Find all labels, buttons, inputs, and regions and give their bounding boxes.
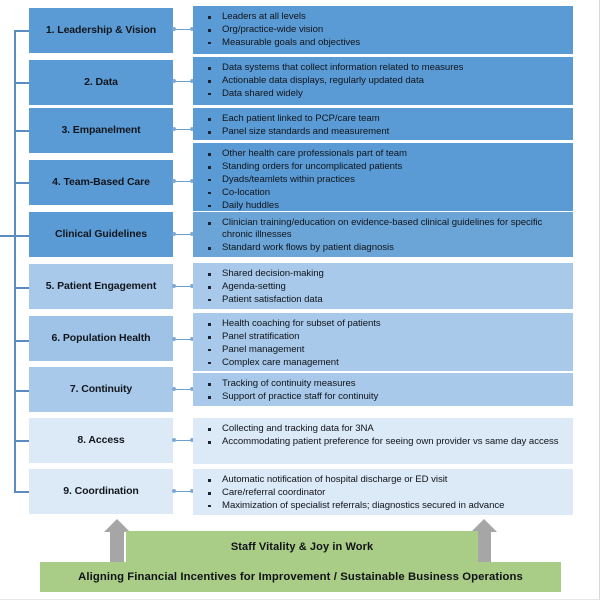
label-text: 5. Patient Engagement xyxy=(45,280,157,293)
bullet-item: Co-location xyxy=(201,187,567,199)
bullet-item: Maximization of specialist referrals; diagnostics secured in advance xyxy=(201,500,567,512)
bullet-box-clinical-guidelines[interactable] xyxy=(193,212,573,257)
connector-dot-left xyxy=(172,284,176,288)
bullet-box-continuity[interactable] xyxy=(193,373,573,406)
label-text: Clinical Guidelines xyxy=(54,228,148,241)
label-box-access[interactable] xyxy=(29,418,173,463)
tree-branch-10 xyxy=(14,491,29,493)
bullet-list xyxy=(201,62,567,100)
label-box-team-based-care[interactable] xyxy=(29,160,173,205)
bullet-item: Panel stratification xyxy=(201,331,567,343)
staff-vitality-label: Staff Vitality & Joy in Work xyxy=(230,540,374,553)
bullet-list xyxy=(201,318,567,369)
bullet-item: Complex care management xyxy=(201,357,567,369)
bullet-item: Dyads/teamlets within practices xyxy=(201,174,567,186)
bullet-item: Collecting and tracking data for 3NA xyxy=(201,423,567,435)
tree-branch-3 xyxy=(14,130,29,132)
bullet-box-access[interactable] xyxy=(193,418,573,464)
bullet-item: Accommodating patient preference for seeing own provider vs same day access xyxy=(201,436,567,448)
tree-branch-5 xyxy=(14,235,29,237)
tree-branch-2 xyxy=(14,82,29,84)
bullet-box-team-based-care[interactable] xyxy=(193,143,573,211)
connector-dot-left xyxy=(172,27,176,31)
bullet-item: Patient satisfaction data xyxy=(201,294,567,306)
label-text: 6. Population Health xyxy=(51,332,151,345)
bullet-list xyxy=(201,268,567,306)
label-box-population-health[interactable] xyxy=(29,316,173,361)
tree-branch-9 xyxy=(14,440,29,442)
label-box-continuity[interactable] xyxy=(29,367,173,412)
financial-incentives-label: Aligning Financial Incentives for Improvement / Sustainable Business Operations xyxy=(78,571,523,583)
bullet-item: Tracking of continuity measures xyxy=(201,378,567,390)
bullet-item: Care/referral coordinator xyxy=(201,487,567,499)
connector-dot-left xyxy=(172,79,176,83)
tree-branch-7 xyxy=(14,340,29,342)
staff-vitality-bar[interactable] xyxy=(126,531,478,562)
bullet-list xyxy=(201,474,567,512)
bullet-item: Measurable goals and objectives xyxy=(201,37,567,49)
bullet-list xyxy=(201,11,567,49)
bullet-box-empanelment[interactable] xyxy=(193,108,573,140)
label-box-clinical-guidelines[interactable] xyxy=(29,212,173,257)
bullet-item: Each patient linked to PCP/care team xyxy=(201,113,567,125)
connector-dot-left xyxy=(172,232,176,236)
tree-branch-1 xyxy=(14,30,29,32)
bullet-item: Panel management xyxy=(201,344,567,356)
bullet-box-coordination[interactable] xyxy=(193,469,573,515)
bullet-item: Health coaching for subset of patients xyxy=(201,318,567,330)
label-text: 1. Leadership & Vision xyxy=(45,24,157,37)
bullet-item: Panel size standards and measurement xyxy=(201,126,567,138)
label-text: 8. Access xyxy=(77,434,125,447)
label-box-patient-engagement[interactable] xyxy=(29,264,173,309)
bullet-item: Shared decision-making xyxy=(201,268,567,280)
bullet-item: Leaders at all levels xyxy=(201,11,567,23)
bullet-list xyxy=(201,217,567,255)
tree-branch-8 xyxy=(14,390,29,392)
label-text: 3. Empanelment xyxy=(61,124,141,137)
bullet-item: Agenda-setting xyxy=(201,281,567,293)
bullet-item: Data shared widely xyxy=(201,88,567,100)
bullet-item: Standard work flows by patient diagnosis xyxy=(201,242,567,254)
tree-branch-6 xyxy=(14,287,29,289)
bullet-item: Org/practice-wide vision xyxy=(201,24,567,36)
label-text: 2. Data xyxy=(84,76,118,89)
bullet-box-leadership-vision[interactable] xyxy=(193,6,573,54)
label-text: 4. Team-Based Care xyxy=(52,176,150,189)
label-text: 9. Coordination xyxy=(63,485,139,498)
bullet-item: Support of practice staff for continuity xyxy=(201,391,567,403)
bullet-item: Data systems that collect information related to measures xyxy=(201,62,567,74)
connector-dot-left xyxy=(172,127,176,131)
bullet-item: Actionable data displays, regularly updated data xyxy=(201,75,567,87)
bullet-box-population-health[interactable] xyxy=(193,313,573,371)
label-box-empanelment[interactable] xyxy=(29,108,173,153)
financial-incentives-bar[interactable] xyxy=(40,562,561,592)
tree-root-stub xyxy=(0,235,15,237)
connector-dot-left xyxy=(172,489,176,493)
bullet-box-data[interactable] xyxy=(193,57,573,105)
bullet-list xyxy=(201,378,567,403)
tree-branch-4 xyxy=(14,182,29,184)
bullet-list xyxy=(201,423,567,448)
label-box-coordination[interactable] xyxy=(29,469,173,514)
label-box-leadership-vision[interactable] xyxy=(29,8,173,53)
bullet-list xyxy=(201,148,567,212)
label-box-data[interactable] xyxy=(29,60,173,105)
connector-dot-left xyxy=(172,179,176,183)
bullet-item: Automatic notification of hospital discharge or ED visit xyxy=(201,474,567,486)
tree-spine xyxy=(14,30,16,492)
connector-dot-left xyxy=(172,438,176,442)
bullet-item: Other health care professionals part of team xyxy=(201,148,567,160)
connector-dot-left xyxy=(172,387,176,391)
bullet-list xyxy=(201,113,567,138)
bullet-box-patient-engagement[interactable] xyxy=(193,263,573,309)
connector-dot-left xyxy=(172,337,176,341)
bullet-item: Clinician training/education on evidence-based clinical guidelines for specific chronic illnesses xyxy=(201,217,567,242)
bullet-item: Daily huddles xyxy=(201,200,567,212)
bullet-item: Standing orders for uncomplicated patients xyxy=(201,161,567,173)
label-text: 7. Continuity xyxy=(69,383,133,396)
